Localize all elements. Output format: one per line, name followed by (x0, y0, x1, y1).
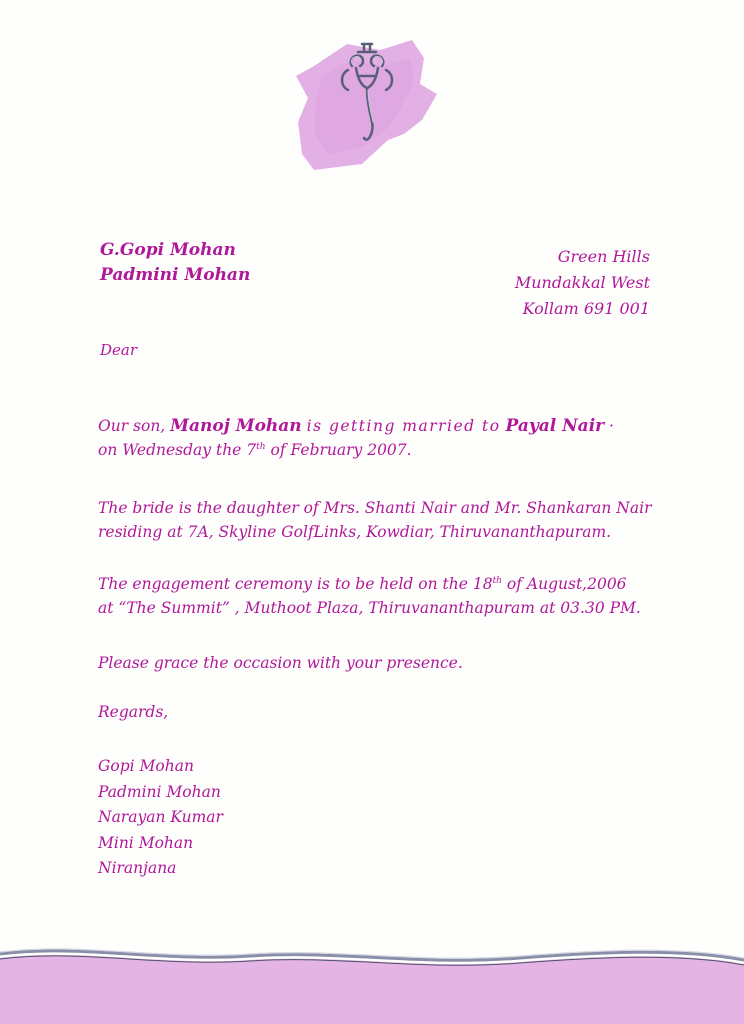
bullet-dot: · (604, 417, 614, 435)
paragraph-bride-details (98, 496, 651, 544)
paragraph-engagement (98, 572, 641, 620)
engagement-start: The engagement ceremony is to be held on the 18 (98, 575, 493, 593)
groom-name: Manoj Mohan (170, 416, 302, 436)
engagement-sup: th (492, 575, 502, 586)
married-text: is getting married to (306, 417, 501, 435)
bride-name: Payal Nair (505, 416, 605, 436)
engagement-venue: at “The Summit” , Muthoot Plaza, Thiruvananthapuram at 03.30 PM. (98, 599, 641, 617)
salutation: Dear (100, 341, 138, 359)
signatory: Narayan Kumar (98, 808, 223, 826)
bride-details-line-1: The bride is the daughter of Mrs. Shanti Nair and Mr. Shankaran Nair (98, 499, 652, 517)
closing: Regards, (98, 703, 169, 721)
address-line-2: Mundakkal West (514, 273, 650, 292)
address-line-1: Green Hills (557, 247, 650, 266)
signatories-list (98, 754, 223, 882)
address-line-3: Kollam 691 001 (522, 299, 650, 318)
sender-line-1: G.Gopi Mohan (100, 240, 236, 260)
wedding-date-end: of February 2007. (265, 441, 412, 459)
wedding-date-sup: th (256, 441, 266, 452)
wedding-date-start: on Wednesday the 7 (98, 441, 257, 459)
ganesha-emblem-icon (292, 36, 442, 176)
signatory: Mini Mohan (98, 833, 194, 852)
sender-line-2: Padmini Mohan (100, 265, 251, 285)
signatory: Gopi Mohan (98, 757, 194, 775)
signatory: Padmini Mohan (98, 782, 221, 801)
bride-details-line-2: residing at 7A, Skyline GolfLinks, Kowdiar, Thiruvananthapuram. (98, 523, 612, 541)
sender-names (100, 238, 250, 288)
signatory: Niranjana (98, 859, 177, 877)
paragraph-request: Please grace the occasion with your presence. (98, 654, 463, 672)
sender-address (515, 244, 650, 322)
paragraph-wedding-announcement (98, 414, 614, 462)
intro-text: Our son, (98, 417, 166, 435)
decorative-bottom-border (0, 940, 744, 1024)
engagement-end: of August,2006 (501, 575, 627, 593)
